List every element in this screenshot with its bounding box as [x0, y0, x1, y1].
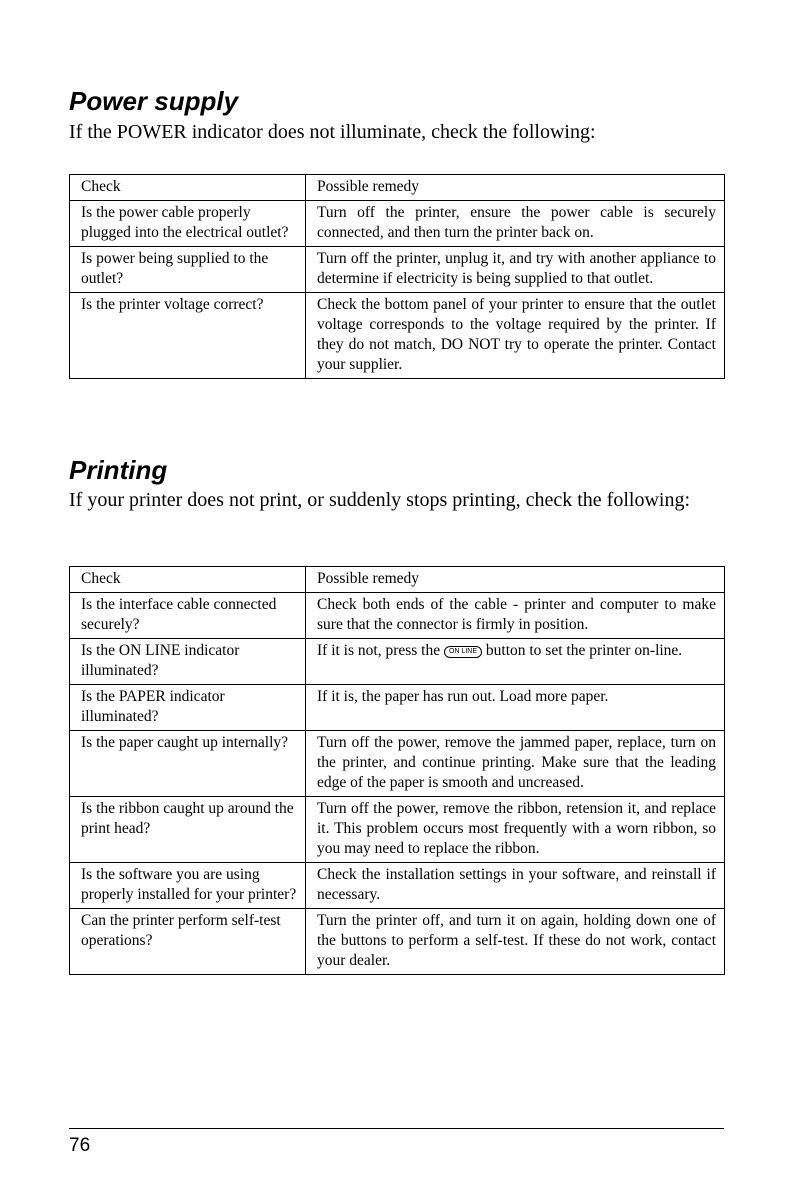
table-row	[70, 293, 725, 379]
check-cell: Is the PAPER indicator illuminated?	[70, 685, 306, 731]
remedy-cell: Check the installation settings in your software, and reinstall if necessary.	[306, 863, 725, 909]
check-cell: Is power being supplied to the outlet?	[70, 247, 306, 293]
printing-table	[69, 566, 725, 975]
table-row	[70, 639, 725, 685]
check-cell: Can the printer perform self-test operations?	[70, 909, 306, 975]
remedy-cell: Check the bottom panel of your printer to ensure that the outlet voltage corresponds to the voltage required by the printer. If they do not match, DO NOT try to operate the printer. Contact your supplier.	[306, 293, 725, 379]
online-button-icon: ON LINE	[444, 646, 482, 658]
check-cell: Is the interface cable connected securely?	[70, 593, 306, 639]
table-row	[70, 685, 725, 731]
remedy-cell: Turn off the printer, unplug it, and try with another appliance to determine if electricity is being supplied to that outlet.	[306, 247, 725, 293]
table-row	[70, 201, 725, 247]
remedy-column-header: Possible remedy	[306, 175, 725, 201]
power-supply-table	[69, 174, 725, 379]
remedy-cell: Turn the printer off, and turn it on again, holding down one of the buttons to perform a self-test. If these do not work, contact your dealer.	[306, 909, 725, 975]
footer-divider	[69, 1128, 724, 1129]
table-header-row	[70, 567, 725, 593]
table-row	[70, 593, 725, 639]
check-cell: Is the power cable properly plugged into the electrical outlet?	[70, 201, 306, 247]
power-supply-intro: If the POWER indicator does not illuminate, check the following:	[69, 121, 596, 143]
check-column-header: Check	[70, 567, 306, 593]
remedy-column-header: Possible remedy	[306, 567, 725, 593]
printing-heading: Printing	[69, 455, 168, 485]
check-cell: Is the paper caught up internally?	[70, 731, 306, 797]
check-cell: Is the ribbon caught up around the print head?	[70, 797, 306, 863]
table-row	[70, 731, 725, 797]
table-row	[70, 797, 725, 863]
remedy-text-after: button to set the printer on-line.	[485, 642, 683, 659]
table-row	[70, 909, 725, 975]
table-row	[70, 863, 725, 909]
remedy-cell: Turn off the power, remove the ribbon, retension it, and replace it. This problem occurs most frequently with a worn ribbon, so you may need to replace the ribbon.	[306, 797, 725, 863]
table-header-row	[70, 175, 725, 201]
table-row	[70, 247, 725, 293]
printing-intro: If your printer does not print, or suddenly stops printing, check the following:	[69, 489, 691, 511]
check-column-header: Check	[70, 175, 306, 201]
check-cell: Is the ON LINE indicator illuminated?	[70, 639, 306, 685]
check-cell: Is the printer voltage correct?	[70, 293, 306, 379]
check-cell: Is the software you are using properly installed for your printer?	[70, 863, 306, 909]
remedy-text-before: If it is not, press the	[317, 642, 441, 659]
remedy-cell	[306, 639, 725, 685]
remedy-cell: If it is, the paper has run out. Load more paper.	[306, 685, 725, 731]
remedy-cell: Check both ends of the cable - printer and computer to make sure that the connector is firmly in position.	[306, 593, 725, 639]
remedy-cell: Turn off the power, remove the jammed paper, replace, turn on the printer, and continue printing. Make sure that the leading edge of the paper is smooth and uncreased.	[306, 731, 725, 797]
power-supply-heading: Power supply	[69, 86, 239, 116]
remedy-cell: Turn off the printer, ensure the power cable is securely connected, and then turn the printer back on.	[306, 201, 725, 247]
page-number: 76	[69, 1135, 91, 1156]
